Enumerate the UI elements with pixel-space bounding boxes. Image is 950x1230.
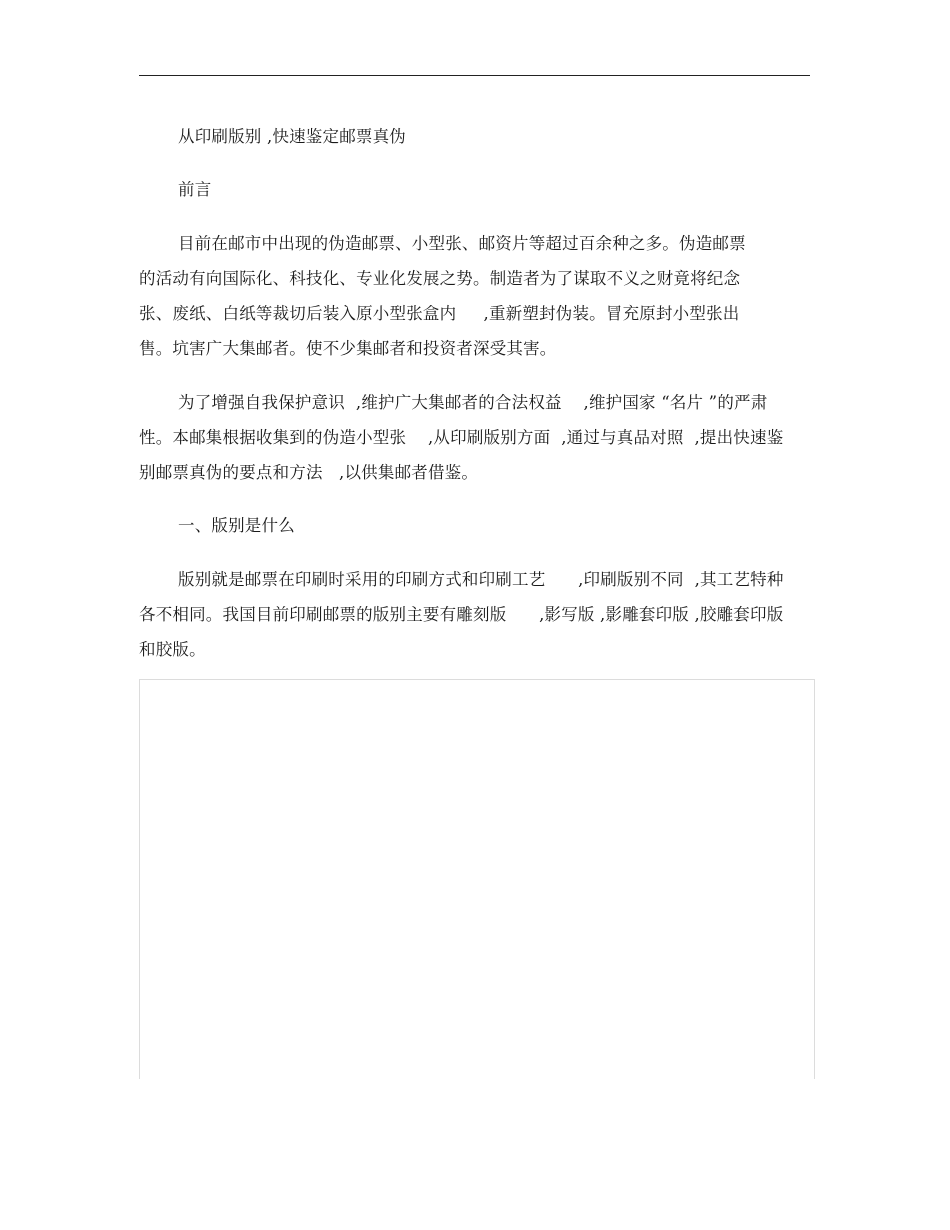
preface-heading: 前言 <box>178 180 212 199</box>
paragraph-line: 版别就是邮票在印刷时采用的印刷方式和印刷工艺 ,印刷版别不同 ,其工艺特种 <box>178 570 784 589</box>
paragraph-line: 和胶版。 <box>139 640 206 659</box>
paragraph-line: 的活动有向国际化、科技化、专业化发展之势。制造者为了谋取不义之财竟将纪念 <box>139 269 741 288</box>
paragraph-line: 目前在邮市中出现的伪造邮票、小型张、邮资片等超过百余种之多。伪造邮票 <box>178 234 746 253</box>
paragraph-line: 为了增强自我保护意识 ,维护广大集邮者的合法权益 ,维护国家 “名片 ”的严肃 <box>178 393 768 412</box>
section-1-heading: 一、版别是什么 <box>178 516 295 535</box>
header-rule <box>139 75 810 76</box>
paragraph-line: 张、废纸、白纸等裁切后装入原小型张盒内 ,重新塑封伪装。冒充原封小型张出 <box>139 304 740 323</box>
paragraph-line: 各不相同。我国目前印刷邮票的版别主要有雕刻版 ,影写版 ,影雕套印版 ,胶雕套印版 <box>139 605 784 624</box>
document-title: 从印刷版别 ,快速鉴定邮票真伪 <box>178 127 406 146</box>
paragraph-line: 别邮票真伪的要点和方法 ,以供集邮者借鉴。 <box>139 463 479 482</box>
paragraph-line: 售。坑害广大集邮者。使不少集邮者和投资者深受其害。 <box>139 339 557 358</box>
paragraph-line: 性。本邮集根据收集到的伪造小型张 ,从印刷版别方面 ,通过与真品对照 ,提出快速鉴 <box>139 428 784 447</box>
figure-placeholder <box>139 679 815 1079</box>
